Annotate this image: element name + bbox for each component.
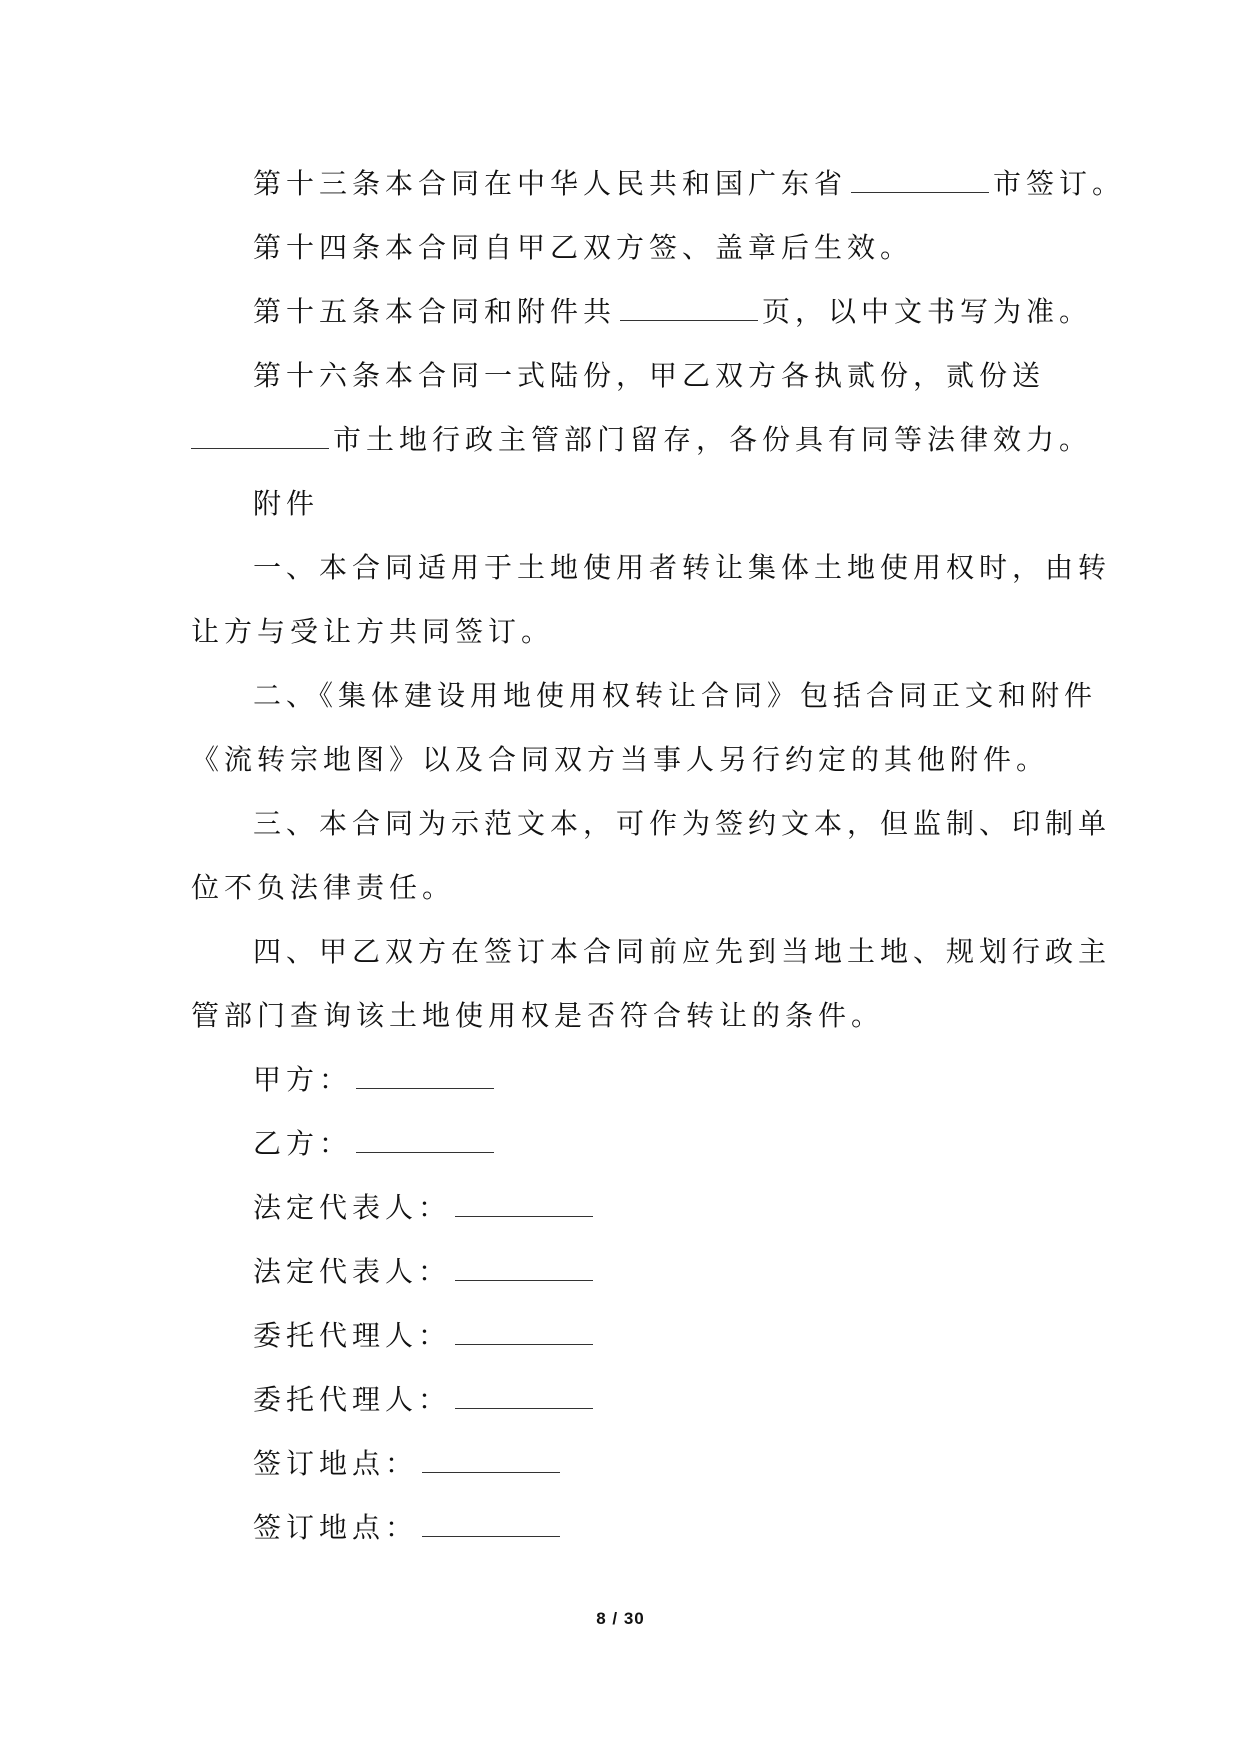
signature-agent-b: 委托代理人：: [191, 1368, 1071, 1432]
document-body: [191, 152, 1126, 1560]
signature-blank: [455, 1343, 593, 1345]
blank-city: [851, 191, 989, 193]
note-4-line-1: 四、甲乙双方在签订本合同前应先到当地土地、规划行政主: [253, 935, 1112, 968]
signature-blank: [455, 1215, 593, 1217]
signature-party-a: 甲方：: [191, 1048, 1071, 1112]
blank-city-authority: [191, 447, 329, 449]
clause-14: 第十四条本合同自甲乙双方签、盖章后生效。: [253, 231, 914, 264]
signing-place-b: 签订地点：: [191, 1496, 1071, 1560]
signature-blank: [422, 1535, 560, 1537]
note-3-line-1: 三、本合同为示范文本，可作为签约文本，但监制、印制单: [253, 807, 1112, 840]
signature-blank: [356, 1087, 494, 1089]
signature-party-b: 乙方：: [191, 1112, 1071, 1176]
signature-blank: [422, 1471, 560, 1473]
signature-agent-a: 委托代理人：: [191, 1304, 1071, 1368]
clause-13: 第十三条本合同在中华人民共和国广东省 市签订。: [253, 167, 1126, 200]
page-number: 8 / 30: [596, 1609, 645, 1628]
signature-blank: [455, 1279, 593, 1281]
signing-place-a: 签订地点：: [191, 1432, 1071, 1496]
signature-blank: [455, 1407, 593, 1409]
note-1-line-1: 一、本合同适用于土地使用者转让集体土地使用权时，由转: [253, 551, 1112, 584]
note-4-line-2: 管部门查询该土地使用权是否符合转让的条件。: [191, 999, 885, 1032]
note-2-line-1: 二、《集体建设用地使用权转让合同》包括合同正文和附件: [253, 679, 1098, 712]
clause-16-line-1: 第十六条本合同一式陆份，甲乙双方各执贰份，贰份送: [253, 359, 1046, 392]
signature-blank: [356, 1151, 494, 1153]
signature-legal-rep-b: 法定代表人：: [191, 1240, 1071, 1304]
blank-pages: [620, 319, 758, 321]
signature-legal-rep-a: 法定代表人：: [191, 1176, 1071, 1240]
clause-16-line-2: 市土地行政主管部门留存，各份具有同等法律效力。: [191, 408, 1071, 472]
attachment-heading: 附件: [253, 487, 320, 520]
note-2-line-2: 《流转宗地图》以及合同双方当事人另行约定的其他附件。: [191, 743, 1050, 776]
clause-15: 第十五条本合同和附件共 页，以中文书写为准。: [253, 295, 1093, 328]
note-1-line-2: 让方与受让方共同签订。: [191, 615, 555, 648]
note-3-line-2: 位不负法律责任。: [191, 871, 456, 904]
